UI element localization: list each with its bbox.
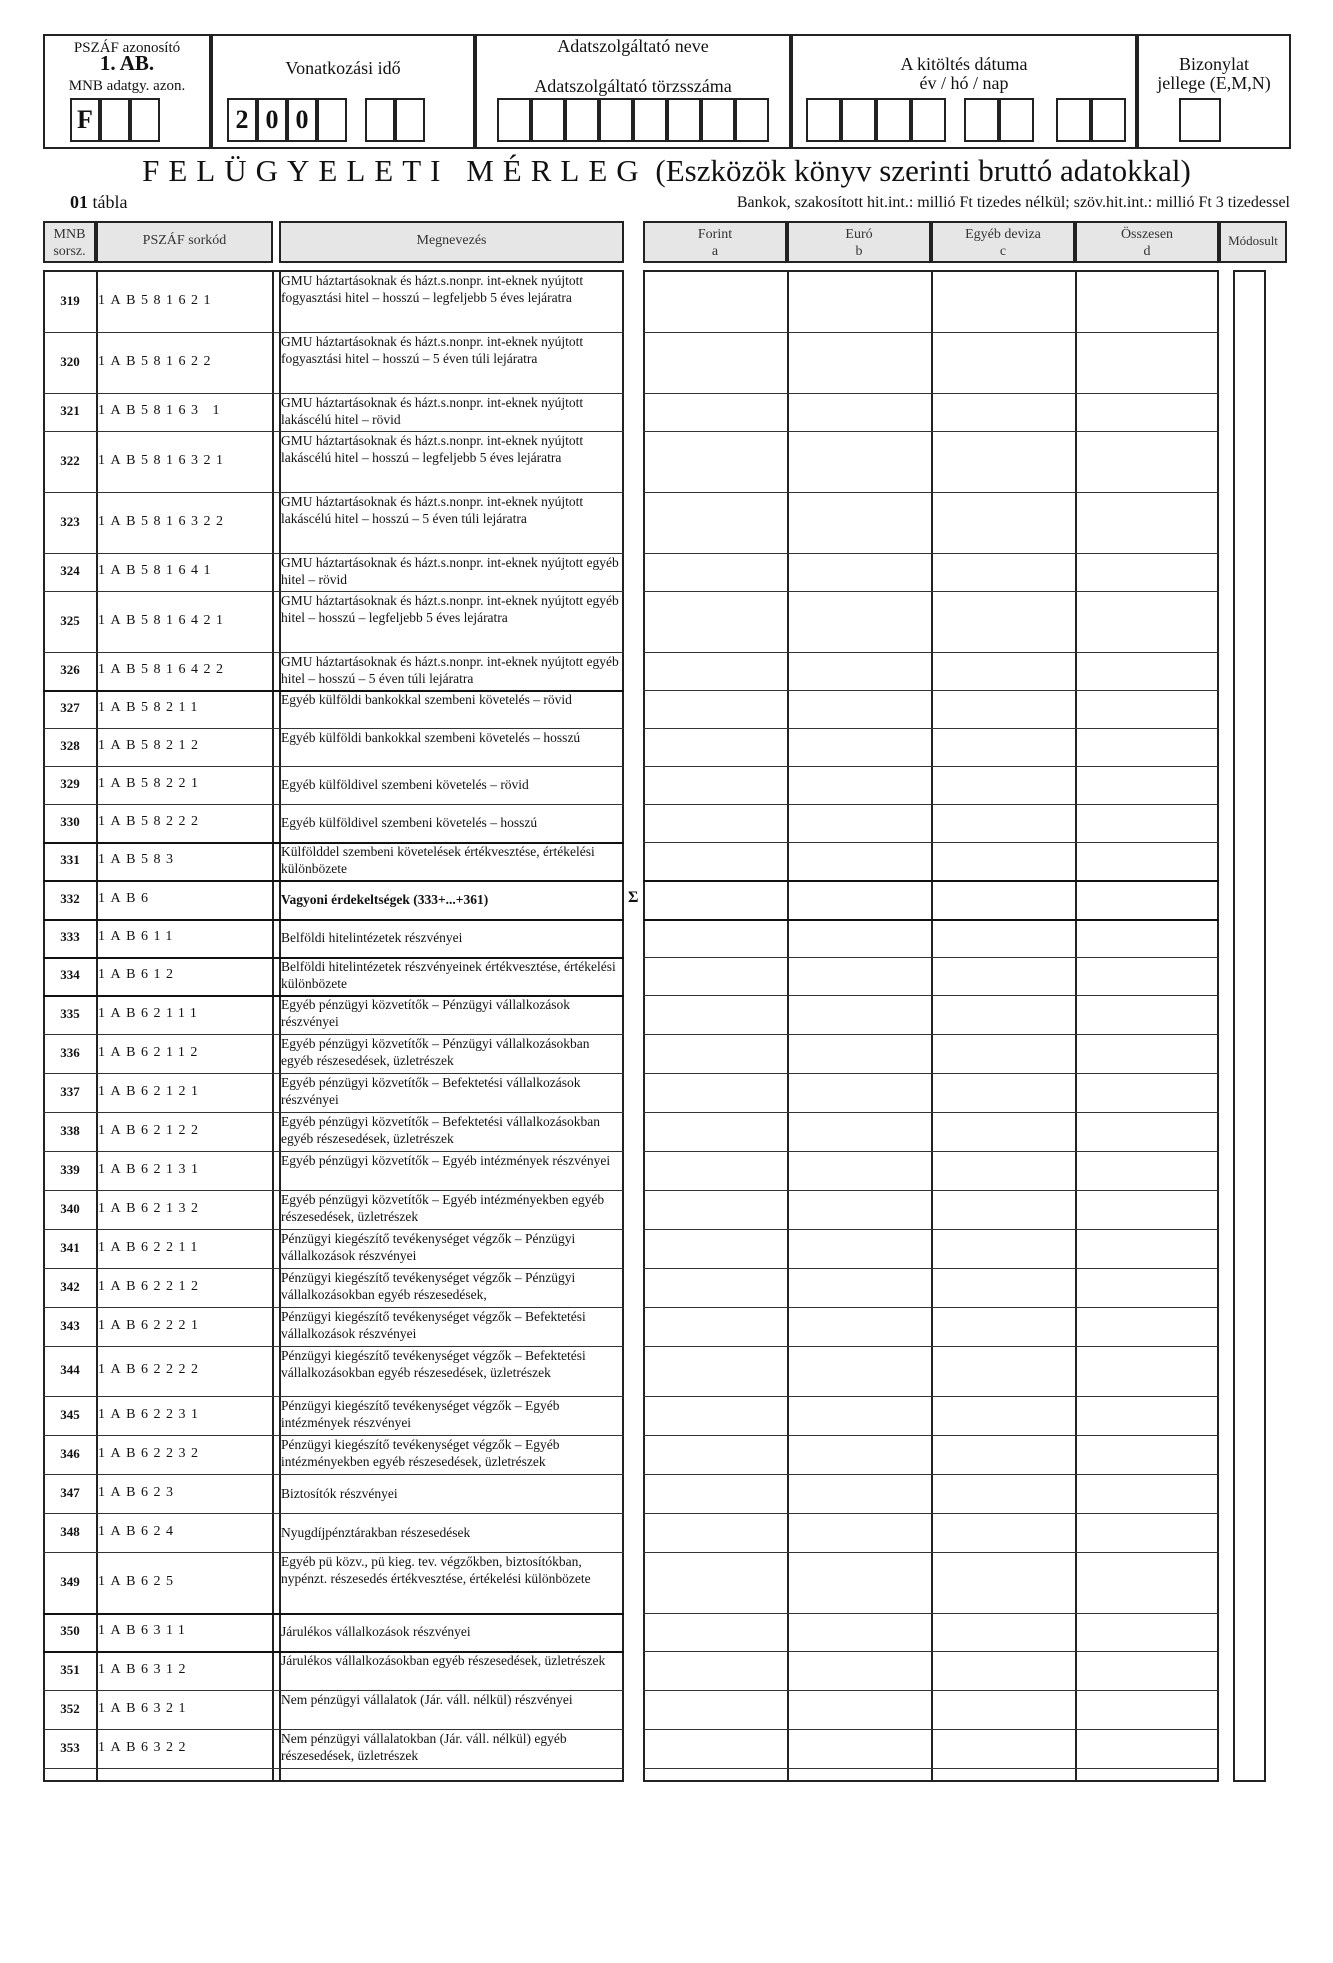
provider-reg-cell-1[interactable] bbox=[497, 98, 531, 142]
row-pszaf-code: 1AB62122 bbox=[98, 1122, 204, 1138]
row-divider-right bbox=[643, 1435, 1219, 1436]
row-mnb-number: 351 bbox=[60, 1661, 80, 1677]
row-pszaf-code: 1AB611 bbox=[98, 929, 178, 944]
row-pszaf-code: 1AB58211 bbox=[98, 700, 203, 715]
title-rest: (Eszközök könyv szerinti bruttó adatokkal) bbox=[655, 153, 1191, 188]
row-name: Egyéb külföldi bankokkal szembeni követelés – hosszú bbox=[281, 730, 581, 745]
col-total-label: Összesen bbox=[1120, 227, 1174, 242]
grid-vline-other bbox=[931, 270, 933, 1782]
row-name: GMU háztartásoknak és házt.s.nonpr. int-eknek nyújtott fogyasztási hitel – hosszú – 5 éven túli lejáratra bbox=[281, 334, 584, 366]
row-name: Egyéb külföldi bankokkal szembeni követelés – rövid bbox=[281, 692, 572, 707]
row-divider-right bbox=[643, 690, 1219, 691]
provider-reg-cell-7[interactable] bbox=[701, 98, 735, 142]
row-mnb-number: 339 bbox=[60, 1161, 80, 1177]
row-divider-right bbox=[643, 1112, 1219, 1113]
row-divider-right bbox=[643, 957, 1219, 958]
row-name: Járulékos vállalkozásokban egyéb részesedések, üzletrészek bbox=[281, 1653, 606, 1668]
units-note: Bankok, szakosított hit.int.: millió Ft tizedes nélkül; szöv.hit.int.: millió Ft 3 tizedessel bbox=[736, 194, 1290, 211]
row-name: Pénzügyi kiegészítő tevékenységet végzők – Befektetési vállalkozásokban egyéb részesedések, üzletrészek bbox=[281, 1348, 586, 1380]
table-no: 01 bbox=[70, 192, 88, 212]
grid-vline-mnb bbox=[96, 270, 98, 1782]
row-mnb-number: 345 bbox=[60, 1406, 80, 1422]
row-divider-right bbox=[643, 1151, 1219, 1152]
row-mnb-number: 346 bbox=[60, 1445, 80, 1461]
row-pszaf-code: 1AB62131 bbox=[98, 1161, 204, 1177]
row-name: GMU háztartásoknak és házt.s.nonpr. int-eknek nyújtott egyéb hitel – rövid bbox=[281, 555, 619, 587]
row-divider-right bbox=[643, 880, 1219, 882]
row-name: Egyéb pénzügyi közvetítők – Egyéb intézmények részvényei bbox=[281, 1153, 611, 1168]
row-pszaf-code: 1AB62112 bbox=[98, 1044, 203, 1060]
col-forint bbox=[643, 221, 787, 263]
row-mnb-number: 335 bbox=[60, 1005, 80, 1021]
col-euro bbox=[787, 221, 931, 263]
doc-type-cell[interactable] bbox=[1179, 98, 1221, 142]
row-name: Egyéb pü közv., pü kieg. tev. végzőkben, biztosítókban, nypénzt. részesedés értékvesztése, értékelési különbözete bbox=[281, 1554, 591, 1586]
row-pszaf-code: 1AB5816322 bbox=[98, 513, 229, 529]
row-mnb-number: 341 bbox=[60, 1239, 80, 1255]
period-label: Vonatkozási idő bbox=[285, 58, 401, 78]
row-pszaf-code: 1AB6 bbox=[98, 890, 154, 906]
row-name: Pénzügyi kiegészítő tevékenységet végzők – Pénzügyi vállalkozások részvényei bbox=[281, 1231, 576, 1263]
row-pszaf-code: 1AB62121 bbox=[98, 1083, 204, 1099]
form-cell-3[interactable] bbox=[130, 98, 160, 142]
pszaf-id-box bbox=[43, 34, 211, 149]
col-forint-label: Forint bbox=[697, 227, 733, 242]
row-name: GMU háztartásoknak és házt.s.nonpr. int-eknek nyújtott lakáscélú hitel – hosszú – 5 éven túli lejáratra bbox=[281, 494, 584, 526]
row-name: Egyéb külföldivel szembeni követelés – hosszú bbox=[281, 815, 538, 830]
fill-day-1[interactable] bbox=[1056, 98, 1091, 142]
doc-type-box bbox=[1137, 34, 1291, 149]
form-cell-2[interactable] bbox=[100, 98, 130, 142]
row-mnb-number: 350 bbox=[60, 1623, 80, 1638]
row-mnb-number: 342 bbox=[60, 1278, 80, 1294]
row-divider bbox=[43, 1768, 624, 1769]
row-name: Egyéb pénzügyi közvetítők – Befektetési vállalkozásokban egyéb részesedések, üzletrészek bbox=[281, 1114, 601, 1146]
doc-type-sub: jellege (E,M,N) bbox=[1157, 73, 1271, 93]
col-euro-label: Euró bbox=[845, 227, 873, 242]
row-name: Biztosítók részvényei bbox=[281, 1485, 398, 1501]
row-name: Pénzügyi kiegészítő tevékenységet végzők – Befektetési vállalkozások részvényei bbox=[281, 1309, 586, 1341]
row-name: GMU háztartásoknak és házt.s.nonpr. int-eknek nyújtott fogyasztási hitel – hosszú – legfeljebb 5 éves lejáratra bbox=[281, 273, 584, 305]
row-divider-right bbox=[643, 1613, 1219, 1614]
col-mnb: MNB sorsz. bbox=[43, 221, 96, 263]
grid-modified-frame bbox=[1233, 270, 1266, 1782]
row-pszaf-code: 1AB62232 bbox=[98, 1445, 204, 1461]
row-name: Külfölddel szembeni követelések értékvesztése, értékelési különbözete bbox=[281, 844, 595, 876]
row-divider-right bbox=[643, 393, 1219, 394]
fill-day-2[interactable] bbox=[1091, 98, 1126, 142]
row-pszaf-code: 1AB623 bbox=[98, 1484, 179, 1500]
row-mnb-number: 344 bbox=[60, 1362, 80, 1377]
col-other bbox=[931, 221, 1075, 263]
row-divider-right bbox=[643, 919, 1219, 921]
row-mnb-number: 325 bbox=[60, 612, 80, 628]
row-divider-right bbox=[643, 1034, 1219, 1035]
provider-box bbox=[475, 34, 791, 149]
row-pszaf-code: 1AB62212 bbox=[98, 1278, 204, 1294]
row-name: Belföldi hitelintézetek részvényeinek értékvesztése, értékelési különbözete bbox=[281, 959, 616, 991]
row-mnb-number: 353 bbox=[60, 1739, 80, 1755]
row-divider-right bbox=[643, 1190, 1219, 1191]
pszaf-id-label: PSZÁF azonosító bbox=[73, 40, 181, 56]
row-name: Pénzügyi kiegészítő tevékenységet végzők – Egyéb intézményekben egyéb részesedések, üzletrészek bbox=[281, 1437, 560, 1469]
row-mnb-number: 321 bbox=[60, 403, 80, 418]
row-pszaf-code: 1AB62221 bbox=[98, 1317, 204, 1333]
row-pszaf-code: 1AB62231 bbox=[98, 1406, 204, 1422]
row-pszaf-code: 1AB5816421 bbox=[98, 612, 229, 628]
fill-month-1[interactable] bbox=[964, 98, 999, 142]
row-name: Egyéb pénzügyi közvetítők – Egyéb intézményekben egyéb részesedések, üzletrészek bbox=[281, 1192, 605, 1224]
row-name: Pénzügyi kiegészítő tevékenységet végzők – Egyéb intézmények részvényei bbox=[281, 1398, 560, 1430]
row-mnb-number: 320 bbox=[60, 353, 80, 369]
row-name: Nem pénzügyi vállalatok (Jár. váll. nélkül) részvényei bbox=[281, 1692, 573, 1707]
row-pszaf-code: 1AB581621 bbox=[98, 292, 216, 308]
row-divider-right bbox=[643, 591, 1219, 592]
row-name: GMU háztartásoknak és házt.s.nonpr. int-eknek nyújtott egyéb hitel – hosszú – 5 éven túli lejáratra bbox=[281, 654, 619, 686]
row-mnb-number: 326 bbox=[60, 662, 80, 677]
row-mnb-number: 327 bbox=[60, 700, 80, 715]
row-mnb-number: 332 bbox=[60, 890, 80, 906]
period-month-2[interactable] bbox=[395, 98, 425, 142]
row-name: Pénzügyi kiegészítő tevékenységet végzők – Pénzügyi vállalkozásokban egyéb részesedések, bbox=[281, 1270, 576, 1302]
period-month-1[interactable] bbox=[365, 98, 395, 142]
row-name: Egyéb pénzügyi közvetítők – Pénzügyi vállalkozások részvényei bbox=[281, 997, 571, 1029]
page-title bbox=[0, 153, 1333, 189]
col-other-sub: c bbox=[999, 244, 1007, 259]
table-word: tábla bbox=[92, 192, 128, 212]
row-divider-right bbox=[643, 842, 1219, 843]
title-main: FELÜGYELETI MÉRLEG bbox=[142, 153, 648, 188]
col-forint-sub: a bbox=[711, 244, 719, 259]
row-mnb-number: 340 bbox=[60, 1200, 80, 1216]
row-mnb-number: 337 bbox=[60, 1083, 80, 1099]
row-mnb-number: 352 bbox=[60, 1700, 80, 1716]
col-modified: Módosult bbox=[1219, 221, 1287, 263]
row-divider-right bbox=[643, 1474, 1219, 1475]
row-pszaf-code: 1AB625 bbox=[98, 1573, 179, 1589]
row-mnb-number: 330 bbox=[60, 814, 80, 829]
row-divider-right bbox=[643, 728, 1219, 729]
row-mnb-number: 348 bbox=[60, 1523, 80, 1539]
row-divider bbox=[43, 880, 624, 882]
row-pszaf-code: 1AB62132 bbox=[98, 1200, 204, 1216]
row-divider-right bbox=[643, 1729, 1219, 1730]
period-digit-4[interactable] bbox=[317, 98, 347, 142]
row-pszaf-code: 1AB6321 bbox=[98, 1700, 191, 1716]
row-pszaf-code: 1AB58212 bbox=[98, 738, 204, 753]
row-name: Nyugdíjpénztárakban részesedések bbox=[281, 1524, 471, 1540]
row-divider-right bbox=[643, 1307, 1219, 1308]
col-pszaf: PSZÁF sorkód bbox=[96, 221, 273, 263]
col-total-sub: d bbox=[1143, 244, 1151, 259]
fill-year-1[interactable] bbox=[806, 98, 841, 142]
row-divider-right bbox=[643, 431, 1219, 432]
row-pszaf-code: 1AB6322 bbox=[98, 1739, 191, 1755]
row-mnb-number: 338 bbox=[60, 1122, 80, 1138]
row-divider-right bbox=[643, 1513, 1219, 1514]
row-name: Nem pénzügyi vállalatokban (Jár. váll. nélkül) egyéb részesedések, üzletrészek bbox=[281, 1731, 567, 1763]
fill-year-4[interactable] bbox=[911, 98, 946, 142]
grid-vline-pszaf bbox=[272, 270, 274, 1782]
row-divider bbox=[43, 766, 624, 767]
row-mnb-number: 322 bbox=[60, 452, 80, 468]
provider-reg-cell-4[interactable] bbox=[599, 98, 633, 142]
row-pszaf-code: 1AB612 bbox=[98, 967, 179, 982]
fill-month-2[interactable] bbox=[999, 98, 1034, 142]
row-mnb-number: 334 bbox=[60, 967, 80, 982]
fill-date-label: A kitöltés dátuma bbox=[900, 54, 1028, 74]
col-euro-sub: b bbox=[855, 244, 863, 259]
row-name: Vagyoni érdekeltségek (333+...+361) bbox=[281, 891, 489, 907]
fill-date-box bbox=[791, 34, 1137, 149]
fill-year-3[interactable] bbox=[876, 98, 911, 142]
row-pszaf-code: 1AB6311 bbox=[98, 1623, 191, 1638]
row-divider-right bbox=[643, 804, 1219, 805]
row-divider bbox=[43, 919, 624, 921]
row-divider-right bbox=[643, 766, 1219, 767]
row-divider-right bbox=[643, 553, 1219, 554]
col-name: Megnevezés bbox=[279, 221, 624, 263]
provider-reg-label: Adatszolgáltató törzsszáma bbox=[534, 76, 732, 96]
row-mnb-number: 343 bbox=[60, 1317, 80, 1333]
row-divider bbox=[43, 1474, 624, 1475]
row-mnb-number: 319 bbox=[60, 292, 80, 308]
grid-vline-euro bbox=[787, 270, 789, 1782]
row-divider bbox=[43, 804, 624, 805]
row-mnb-number: 336 bbox=[60, 1044, 80, 1060]
row-mnb-number: 324 bbox=[60, 563, 80, 578]
row-pszaf-code: 1AB62222 bbox=[98, 1362, 204, 1377]
fill-year-2[interactable] bbox=[841, 98, 876, 142]
provider-reg-cell-5[interactable] bbox=[633, 98, 667, 142]
table-number bbox=[70, 192, 127, 213]
row-name: Egyéb pénzügyi közvetítők – Pénzügyi vállalkozásokban egyéb részesedések, üzletrészek bbox=[281, 1036, 590, 1068]
row-mnb-number: 331 bbox=[60, 852, 80, 867]
row-divider-right bbox=[643, 492, 1219, 493]
row-divider-right bbox=[643, 1690, 1219, 1691]
row-mnb-number: 333 bbox=[60, 929, 80, 944]
row-divider-right bbox=[643, 1651, 1219, 1652]
row-divider-right bbox=[643, 1073, 1219, 1074]
row-mnb-number: 347 bbox=[60, 1484, 80, 1500]
row-pszaf-code: 1AB62211 bbox=[98, 1239, 203, 1255]
row-name: Járulékos vállalkozások részvényei bbox=[281, 1624, 471, 1639]
row-pszaf-code: 1AB5816321 bbox=[98, 452, 229, 468]
provider-reg-cell-3[interactable] bbox=[565, 98, 599, 142]
row-divider-right bbox=[643, 1768, 1219, 1769]
row-pszaf-code: 1AB6312 bbox=[98, 1661, 191, 1677]
row-mnb-number: 349 bbox=[60, 1573, 80, 1589]
row-name: Egyéb külföldivel szembeni követelés – rövid bbox=[281, 777, 529, 792]
row-pszaf-code: 1AB58221 bbox=[98, 776, 204, 791]
doc-type-label: Bizonylat bbox=[1179, 54, 1249, 74]
provider-name-label: Adatszolgáltató neve bbox=[557, 36, 709, 56]
provider-reg-cell-2[interactable] bbox=[531, 98, 565, 142]
form-id: 1. AB. bbox=[99, 51, 155, 75]
row-name: Belföldi hitelintézetek részvényei bbox=[281, 930, 463, 945]
row-pszaf-code: 1AB624 bbox=[98, 1523, 179, 1539]
row-divider-right bbox=[643, 652, 1219, 653]
row-divider-right bbox=[643, 332, 1219, 333]
row-pszaf-code: 1AB62111 bbox=[98, 1005, 203, 1021]
row-mnb-number: 328 bbox=[60, 738, 80, 753]
provider-reg-cell-8[interactable] bbox=[735, 98, 769, 142]
row-pszaf-code: 1AB58163 1 bbox=[98, 403, 225, 418]
row-pszaf-code: 1AB5816422 bbox=[98, 662, 229, 677]
row-divider-right bbox=[643, 1229, 1219, 1230]
row-pszaf-code: 1AB583 bbox=[98, 852, 179, 867]
mnb-id-label: MNB adatgy. azon. bbox=[68, 78, 186, 94]
sigma-icon: Σ bbox=[628, 888, 639, 906]
period-box bbox=[211, 34, 475, 149]
grid-vline-total bbox=[1075, 270, 1077, 1782]
period-digit-1[interactable]: 2 bbox=[227, 98, 257, 142]
row-mnb-number: 323 bbox=[60, 513, 80, 529]
row-name: Egyéb pénzügyi közvetítők – Befektetési vállalkozások részvényei bbox=[281, 1075, 581, 1107]
form-letter-cell[interactable]: F bbox=[70, 98, 100, 142]
row-divider-right bbox=[643, 1396, 1219, 1397]
row-divider-right bbox=[643, 995, 1219, 996]
col-other-label: Egyéb deviza bbox=[965, 227, 1041, 242]
row-pszaf-code: 1AB581622 bbox=[98, 353, 216, 369]
row-pszaf-code: 1AB581641 bbox=[98, 563, 216, 578]
row-divider-right bbox=[643, 1552, 1219, 1553]
row-name: GMU háztartásoknak és házt.s.nonpr. int-eknek nyújtott lakáscélú hitel – hosszú – legfeljebb 5 éves lejáratra bbox=[281, 433, 584, 465]
period-digit-3[interactable]: 0 bbox=[287, 98, 317, 142]
row-divider bbox=[43, 1513, 624, 1514]
fill-date-sub: év / hó / nap bbox=[919, 73, 1009, 93]
row-name: GMU háztartásoknak és házt.s.nonpr. int-eknek nyújtott egyéb hitel – hosszú – legfeljebb 5 éves lejáratra bbox=[281, 593, 619, 625]
row-mnb-number: 329 bbox=[60, 776, 80, 791]
col-total bbox=[1075, 221, 1219, 263]
row-divider bbox=[43, 1613, 624, 1615]
provider-reg-cell-6[interactable] bbox=[667, 98, 701, 142]
row-divider-right bbox=[643, 1346, 1219, 1347]
row-name: GMU háztartásoknak és házt.s.nonpr. int-eknek nyújtott lakáscélú hitel – rövid bbox=[281, 395, 584, 427]
period-digit-2[interactable]: 0 bbox=[257, 98, 287, 142]
row-pszaf-code: 1AB58222 bbox=[98, 814, 204, 829]
row-divider-right bbox=[643, 1268, 1219, 1269]
